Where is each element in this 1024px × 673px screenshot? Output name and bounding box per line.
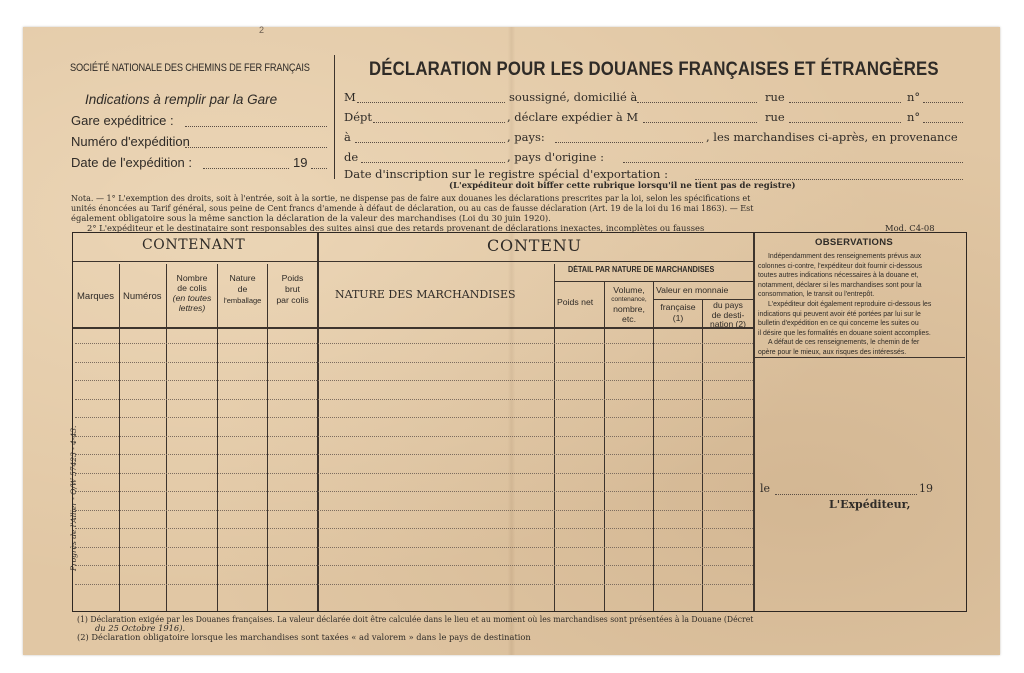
numero-expedition-label: Numéro d'expédition [71,134,190,149]
pays-origine-field[interactable] [623,162,963,163]
de-label: de [344,150,359,164]
nota-line-1: Nota. — 1° L'exemption des droits, soit à l'entrée, soit à la sortie, ne dispense pas de faire aux douanes les déclarations prescrites par la loi, selon les spécifications et [71,193,751,203]
table-row[interactable] [75,417,753,418]
numero-expedition-field[interactable] [185,147,327,148]
col-poids-net: Poids net [557,297,594,307]
table-row[interactable] [75,510,753,511]
table-row[interactable] [75,362,753,363]
col-divider [653,281,654,611]
col-nombre-line: lettres) [178,303,206,313]
provenance-label: , les marchandises ci-après, en provenance [706,130,958,144]
table-row[interactable] [75,528,753,529]
nota-line-2: unités énoncées au Tarif général, sous peine de Cent francs d'amende à défaut de déclaration, ou au cas de fausse déclaration (Art. 19 de la loi du 16 mai 1863). — Est [71,203,754,213]
table-row[interactable] [75,399,753,400]
form-title: DÉCLARATION POUR LES DOUANES FRANÇAISES ET ÉTRANGÈRES [369,58,939,80]
col-marques: Marques [77,291,114,302]
col-nature-line: l'emballage [223,296,262,305]
gare-expeditrice-field[interactable] [185,126,327,127]
header-row-line [73,261,754,262]
col-pays-line: nation (2) [710,319,746,329]
col-volume-line: Volume, [613,285,645,295]
departement-label: Dépt [344,110,373,124]
date-expedition-field[interactable] [203,168,289,169]
gare-heading: Indications à remplir par la Gare [85,92,278,107]
col-pays-line: du pays [713,300,743,310]
pays-label: , pays: [507,130,545,144]
numero-label-2: n° [907,110,921,124]
destination-city-field[interactable] [355,142,505,143]
col-divider [604,281,605,611]
signature-year: 19 [919,482,933,495]
col-poids-brut-line: Poids [281,273,304,283]
observations-line: consommation, le transit ou l'entrepôt. [758,291,875,299]
col-nature-marchandises: NATURE DES MARCHANDISES [335,288,516,301]
observations-heading: OBSERVATIONS [815,237,894,248]
numero-label-1: n° [907,90,921,104]
observations-text [758,252,960,358]
registre-date-field[interactable] [695,179,963,180]
col-divider [217,264,218,611]
gare-expeditrice-label: Gare expéditrice : [71,113,174,128]
rue-field-2[interactable] [789,122,901,123]
soussigne-label: soussigné, domicilié à [509,90,638,104]
header-divider [334,55,335,179]
signature-le: le [760,482,771,495]
col-divider [554,264,555,611]
observations-line: L'expéditeur doit également reproduire ci-dessous les [768,300,932,308]
detail-line [554,281,754,282]
table-row[interactable] [75,473,753,474]
col-numeros: Numéros [123,291,162,302]
table-row[interactable] [75,584,753,585]
rue-label-1: rue [765,90,785,104]
signature-label: L'Expéditeur, [829,498,911,511]
observations-text-bottom [755,357,965,358]
col-valeur: Valeur en monnaie [656,285,729,295]
table-row[interactable] [75,547,753,548]
observations-divider [753,233,755,611]
nota-line-3: également obligatoire sous la même sanction la déclaration de la valeur des marchandises (Loi du 30 juin 1920). [71,213,551,223]
detail-heading: DÉTAIL PAR NATURE DE MARCHANDISES [568,265,715,274]
footnote-1b: du 25 Octobre 1916). [95,623,186,633]
col-volume [605,285,653,324]
observations-line: indications qui peuvent avoir été portées par lui sur le [758,310,921,318]
table-row[interactable] [75,454,753,455]
col-pays-destination [703,301,753,330]
col-nombre-line: Nombre [176,273,208,283]
departement-field[interactable] [373,122,505,123]
rue-field-1[interactable] [789,102,901,103]
nota-line-4: 2° L'expéditeur et le destinataire sont responsables des suites ainsi que des retards provenant de déclarations inexactes, incomplètes ou fausses [87,223,705,233]
numero-field-2[interactable] [923,122,963,123]
col-pays-line: de desti- [711,309,745,320]
col-volume-line: contenance, [611,296,647,303]
observations-line: A défaut de ces renseignements, le chemin de fer [768,339,920,347]
observations-line: Indépendamment des renseignements prévus aux [768,253,922,260]
contenant-contenu-divider [317,233,319,611]
declare-label: , déclare expédier à M [507,110,639,124]
col-nombre-line: de colis [177,283,207,293]
col-nombre-line: (en toutes [172,293,212,303]
table-row[interactable] [75,436,753,437]
rue-label-2: rue [765,110,785,124]
model-number: Mod. C4-08 [885,223,935,233]
col-divider [119,264,120,611]
registre-note: (L'expéditeur doit biffer cette rubrique lorsqu'il ne tient pas de registre) [449,181,796,191]
observations-line: colonnes ci-contre, l'expéditeur doit fournir ci-dessous [758,262,923,270]
footnote-1: (1) Déclaration exigée par les Douanes françaises. La valeur déclarée doit être calculée dans le lieu et au moment où les marchandises sont présentées à la Douane (Décret [77,614,754,624]
customs-declaration-form [23,27,1000,655]
company-name: SOCIÉTÉ NATIONALE DES CHEMINS DE FER FRANÇAIS [70,62,310,74]
provenance-field[interactable] [361,162,505,163]
date-expedition-label: Date de l'expédition : [71,155,193,170]
signature-date-field[interactable] [775,494,917,495]
table-row[interactable] [75,343,753,344]
col-divider [267,264,268,611]
table-row[interactable] [75,380,753,381]
observations-line: opère pour le mieux, aux risques des intéressés. [758,348,907,356]
header-bottom-line [73,327,754,329]
col-poids-brut-line: par colis [276,295,309,305]
observations-line: notamment, déclarer si les marchandises sont pour la [758,281,922,289]
observations-line: toutes autres indications nécessaires à la douane et, [758,272,919,280]
col-nature-line: de [237,284,248,294]
registre-date-label: Date d'inscription sur le registre spécial d'exportation : [344,167,668,181]
table-row[interactable] [75,565,753,566]
a-label: à [344,130,351,144]
col-volume-line: nombre, [613,304,645,314]
destinataire-field[interactable] [643,122,757,123]
m-label: M [344,90,356,104]
observations-line: il désire que les formalités en douane soient accomplies. [758,329,931,337]
expediteur-name-field[interactable] [357,102,505,103]
col-francaise-line: française [660,302,696,312]
pays-origine-label: , pays d'origine : [507,150,604,164]
date-year-prefix: 19 [293,155,308,170]
col-nature-emballage [218,273,267,306]
domicile-field[interactable] [637,102,757,103]
page-mark: 2 [259,25,265,35]
numero-field-1[interactable] [923,102,963,103]
col-poids-brut [268,273,317,306]
table-row[interactable] [75,491,753,492]
footnote-2: (2) Déclaration obligatoire lorsque les marchandises sont taxées « ad valorem » dans le pays de destination [77,632,531,642]
observations-line: bulletin d'expédition en ce qui concerne les suites ou [758,320,919,328]
col-volume-line: etc. [621,314,636,324]
contenu-heading: CONTENU [487,236,582,255]
printer-mark: Progrès de l'Allier - O/W 57423 - 4-43. [69,425,78,571]
pays-field[interactable] [555,142,703,143]
col-francaise [654,302,702,324]
contenant-heading: CONTENANT [142,237,246,253]
observations-field[interactable] [761,361,959,481]
col-nature-line: Nature [229,273,256,283]
col-divider [166,264,167,611]
col-nombre-colis [167,273,217,313]
date-year-field[interactable] [311,168,327,169]
col-poids-brut-line: brut [285,284,300,294]
col-francaise-line: (1) [672,313,684,323]
